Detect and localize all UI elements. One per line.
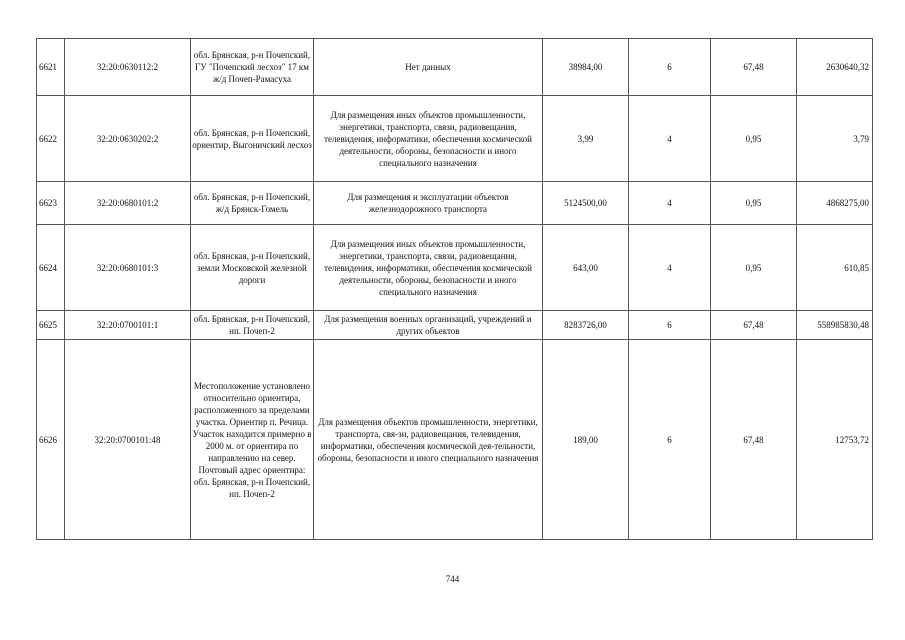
permitted-use: Для размещения и эксплуатации объектов железнодорожного транспорта bbox=[314, 182, 543, 225]
group-number: 6 bbox=[629, 340, 711, 540]
cadastral-value: 558985830,48 bbox=[797, 311, 873, 340]
area: 8283726,00 bbox=[543, 311, 629, 340]
area: 38984,00 bbox=[543, 39, 629, 96]
table-row bbox=[37, 225, 873, 311]
cadastral-number: 32:20:0630202:2 bbox=[65, 96, 191, 182]
permitted-use: Для размещения иных объектов промышленности, энергетики, транспорта, связи, радиовещания, телевидения, информатики, обеспечения космической деятельности, обороны, безопасности и иного специального назначения bbox=[314, 96, 543, 182]
row-id: 6626 bbox=[37, 340, 65, 540]
area: 3,99 bbox=[543, 96, 629, 182]
address: обл. Брянская, р-н Почепский, ГУ "Почепский лесхоз" 17 км ж/д Почеп-Рамасуха bbox=[191, 39, 314, 96]
cadastral-number: 32:20:0680101:2 bbox=[65, 182, 191, 225]
group-number: 6 bbox=[629, 39, 711, 96]
group-number: 4 bbox=[629, 225, 711, 311]
area: 189,00 bbox=[543, 340, 629, 540]
table-row bbox=[37, 39, 873, 96]
table-row bbox=[37, 311, 873, 340]
row-id: 6622 bbox=[37, 96, 65, 182]
cadastral-number: 32:20:0700101:48 bbox=[65, 340, 191, 540]
permitted-use: Нет данных bbox=[314, 39, 543, 96]
table-row bbox=[37, 340, 873, 540]
cadastral-value: 610,85 bbox=[797, 225, 873, 311]
specific-value: 67,48 bbox=[711, 311, 797, 340]
specific-value: 0,95 bbox=[711, 225, 797, 311]
cadastral-number: 32:20:0630112:2 bbox=[65, 39, 191, 96]
area: 5124500,00 bbox=[543, 182, 629, 225]
cadastral-number: 32:20:0700101:1 bbox=[65, 311, 191, 340]
group-number: 4 bbox=[629, 182, 711, 225]
specific-value: 67,48 bbox=[711, 39, 797, 96]
row-id: 6623 bbox=[37, 182, 65, 225]
permitted-use: Для размещения иных объектов промышленности, энергетики, транспорта, связи, радиовещания, телевидения, информатики, обеспечения космической деятельности, обороны, безопасности и иного специального назначения bbox=[314, 225, 543, 311]
row-id: 6621 bbox=[37, 39, 65, 96]
land-plot-table bbox=[36, 38, 873, 540]
area: 643,00 bbox=[543, 225, 629, 311]
permitted-use: Для размещения военных организаций, учреждений и других объектов bbox=[314, 311, 543, 340]
row-id: 6625 bbox=[37, 311, 65, 340]
table-row bbox=[37, 182, 873, 225]
group-number: 4 bbox=[629, 96, 711, 182]
specific-value: 67,48 bbox=[711, 340, 797, 540]
group-number: 6 bbox=[629, 311, 711, 340]
cadastral-value: 4868275,00 bbox=[797, 182, 873, 225]
address: обл. Брянская, р-н Почепский, ж/д Брянск-Гомель bbox=[191, 182, 314, 225]
specific-value: 0,95 bbox=[711, 182, 797, 225]
cadastral-number: 32:20:0680101:3 bbox=[65, 225, 191, 311]
address: обл. Брянская, р-н Почепский, земли Московской железной дороги bbox=[191, 225, 314, 311]
specific-value: 0,95 bbox=[711, 96, 797, 182]
address: обл. Брянская, р-н Почепский, ориентир, Выгоничский лесхоз bbox=[191, 96, 314, 182]
row-id: 6624 bbox=[37, 225, 65, 311]
address: Местоположение установлено относительно ориентира, расположенного за пределами участка. Ориентир п. Речица. Участок находится примерно в 2000 м. от ориентира по направлению на север. Почтовый адрес ориентира: обл. Брянская, р-н Почепский, нп. Почеп-2 bbox=[191, 340, 314, 540]
page-number: 744 bbox=[445, 574, 460, 584]
cadastral-value: 12753,72 bbox=[797, 340, 873, 540]
address: обл. Брянская, р-н Почепский, нп. Почеп-2 bbox=[191, 311, 314, 340]
permitted-use: Для размещения объектов промышленности, энергетики, транспорта, свя-зи, радиовещания, телевидения, информатики, обеспечения космической дея-тельности, обороны, безопасности и иного специального назначения bbox=[314, 340, 543, 540]
table-row bbox=[37, 96, 873, 182]
cadastral-value: 2630640,32 bbox=[797, 39, 873, 96]
cadastral-value: 3,79 bbox=[797, 96, 873, 182]
